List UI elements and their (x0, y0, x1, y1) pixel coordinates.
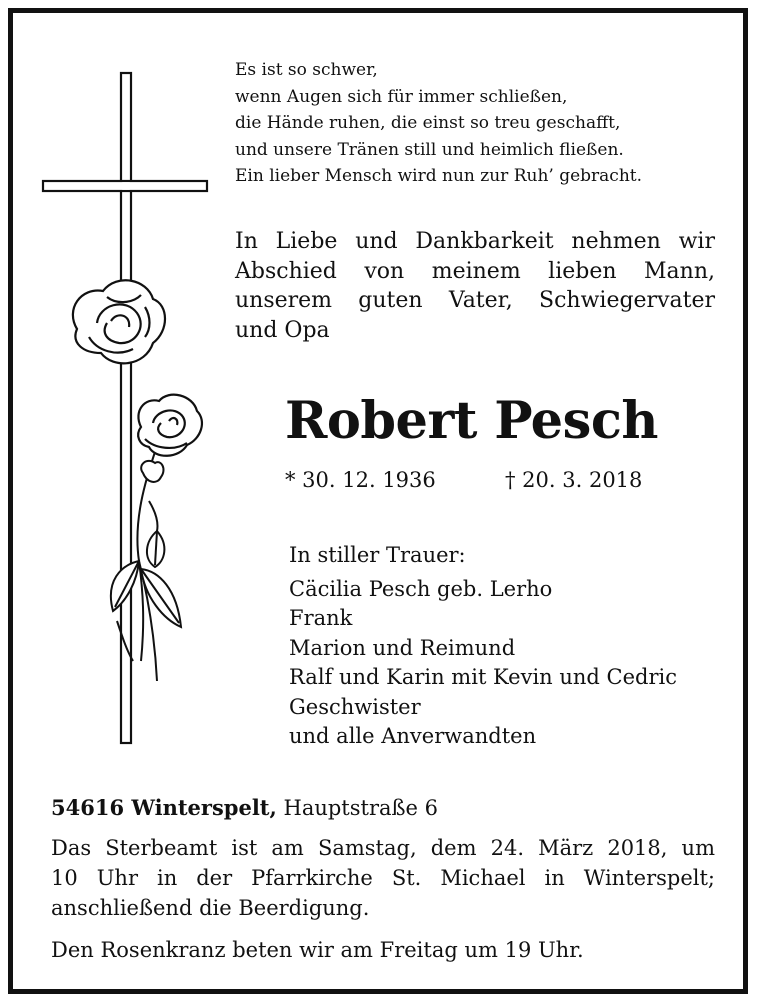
funeral-notice (51, 833, 715, 923)
death-date: † 20. 3. 2018 (505, 468, 643, 492)
poem-line: Es ist so schwer, (235, 60, 378, 80)
address (51, 795, 438, 820)
poem-line: und unsere Tränen still und heimlich fließen. (235, 139, 624, 160)
funeral-line: Das Sterbeamt ist am Samstag, dem 24. März 2018, um (51, 836, 715, 860)
mourners-list (289, 541, 677, 752)
life-dates (285, 468, 643, 492)
intro-line: und Opa (235, 317, 330, 343)
intro-line: In Liebe und Dankbarkeit nehmen wir (235, 229, 715, 254)
poem-line: wenn Augen sich für immer schließen, (235, 86, 568, 107)
mourners-heading: In stiller Trauer: (289, 543, 466, 567)
intro-text (235, 227, 715, 345)
mourner-name: und alle Anverwandten (289, 724, 537, 748)
intro-line: unserem guten Vater, Schwiegervater (235, 288, 715, 313)
funeral-line: 10 Uhr in der Pfarrkirche St. Michael in Winterspelt; (51, 866, 715, 890)
mourner-name: Geschwister (289, 694, 421, 719)
poem-line: Ein lieber Mensch wird nun zur Ruh’ gebracht. (235, 166, 643, 186)
mourner-name: Ralf und Karin mit Kevin und Cedric (289, 665, 678, 689)
funeral-line: anschließend die Beerdigung. (51, 896, 370, 920)
poem-line: die Hände ruhen, die einst so treu geschafft, (235, 113, 621, 133)
intro-line: Abschied von meinem lieben Mann, (235, 258, 715, 284)
mourner-name: Cäcilia Pesch geb. Lerho (289, 576, 553, 601)
address-street: Hauptstraße 6 (283, 796, 439, 820)
birth-date: * 30. 12. 1936 (285, 468, 436, 492)
deceased-name: Robert Pesch (285, 391, 658, 451)
mourner-name: Marion und Reimund (289, 635, 516, 660)
address-place: 54616 Winterspelt, (51, 795, 277, 820)
poem (235, 57, 642, 190)
rosary-notice: Den Rosenkranz beten wir am Freitag um 19 Uhr. (51, 938, 584, 962)
obituary-frame (8, 8, 748, 994)
cross-with-roses-icon (37, 61, 217, 761)
mourner-name: Frank (289, 606, 353, 630)
